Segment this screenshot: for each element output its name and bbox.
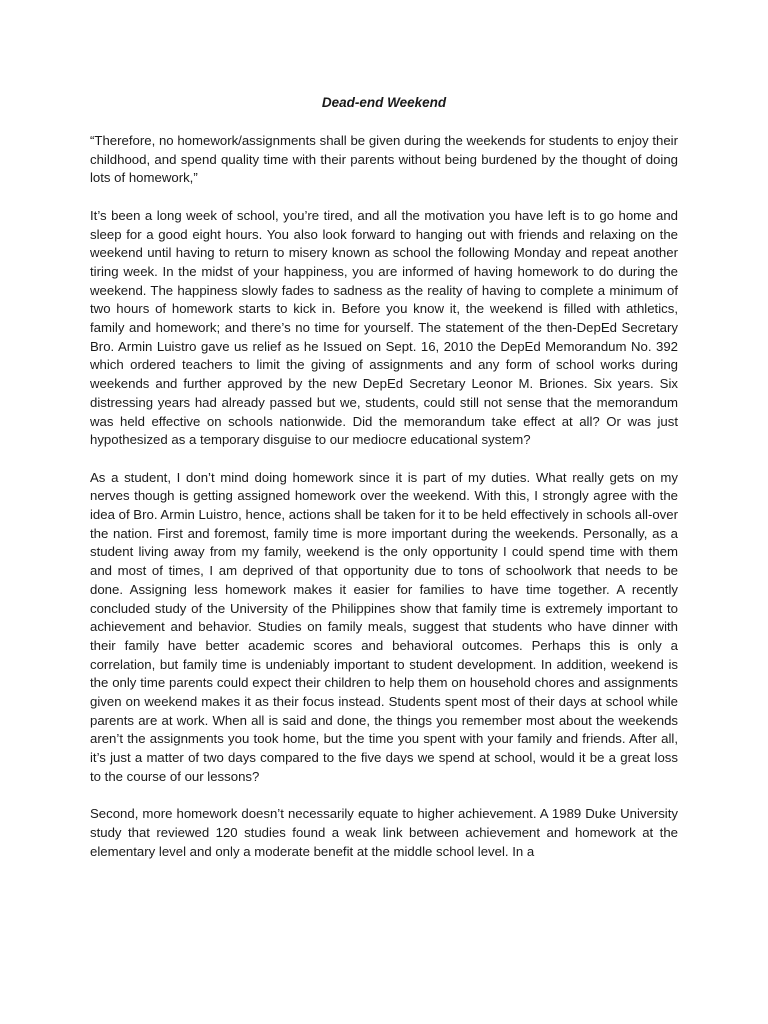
body-paragraph-2: As a student, I don’t mind doing homework since it is part of my duties. What really gets on my nerves though is getting assigned homework over the weekend. With this, I strongly agree with the idea of Bro. Armin Luistro, hence, actions shall be taken for it to be held effectively in schools all-over the nation. First and foremost, family time is more important during the weekends. Personally, as a student living away from my family, weekend is the only opportunity I could spend time with them and most of times, I am deprived of that opportunity due to tons of schoolwork that needs to be done. Assigning less homework makes it easier for families to have time together. A recently concluded study of the University of the Philippines show that family time is extremely important to achievement and behavior. Studies on family meals, suggest that students who have dinner with their family have better academic scores and behavioral outcomes. Perhaps this is only a correlation, but family time is undeniably important to student development. In addition, weekend is the only time parents could expect their children to help them on household chores and assignments given on weekend makes it as their focus instead. Students spent most of their days at school while parents are at work. When all is said and done, the things you remember most about the weekends aren’t the assignments you took home, but the time you spent with your family and friends. After all, it’s just a matter of two days compared to the five days we spend at school, would it be a great loss to the course of our lessons? [90,469,678,784]
body-paragraph-3: Second, more homework doesn’t necessarily equate to higher achievement. A 1989 Duke University study that reviewed 120 studies found a weak link between achievement and homework at the elementary level and only a moderate benefit at the middle school level. In a [90,806,678,859]
quote-paragraph: “Therefore, no homework/assignments shall be given during the weekends for students to enjoy their childhood, and spend quality time with their parents without being burdened by the thought of doing lots of homework,” [90,133,678,186]
body-paragraph-1: It’s been a long week of school, you’re tired, and all the motivation you have left is to go home and sleep for a good eight hours. You also look forward to hanging out with friends and relaxing on the weekend until having to return to misery known as school the following Monday and repeat another tiring week. In the midst of your happiness, you are informed of having homework to do during the weekend. The happiness slowly fades to sadness as the reality of having to complete a minimum of two hours of homework starts to kick in. Before you know it, the weekend is filled with athletics, family and homework; and there’s no time for yourself. The statement of the then-DepEd Secretary Bro. Armin Luistro gave us relief as he Issued on Sept. 16, 2010 the DepEd Memorandum No. 392 which ordered teachers to limit the giving of assignments and any form of school works during weekends and further approved by the new DepEd Secretary Leonor M. Briones. Six years. Six distressing years had already passed but we, students, could still not sense that the memorandum was held effective on schools nationwide. Did the memorandum take effect at all? Or was just hypothesized as a temporary disguise to our mediocre educational system? [90,207,678,448]
document-title: Dead-end Weekend [321,95,447,110]
